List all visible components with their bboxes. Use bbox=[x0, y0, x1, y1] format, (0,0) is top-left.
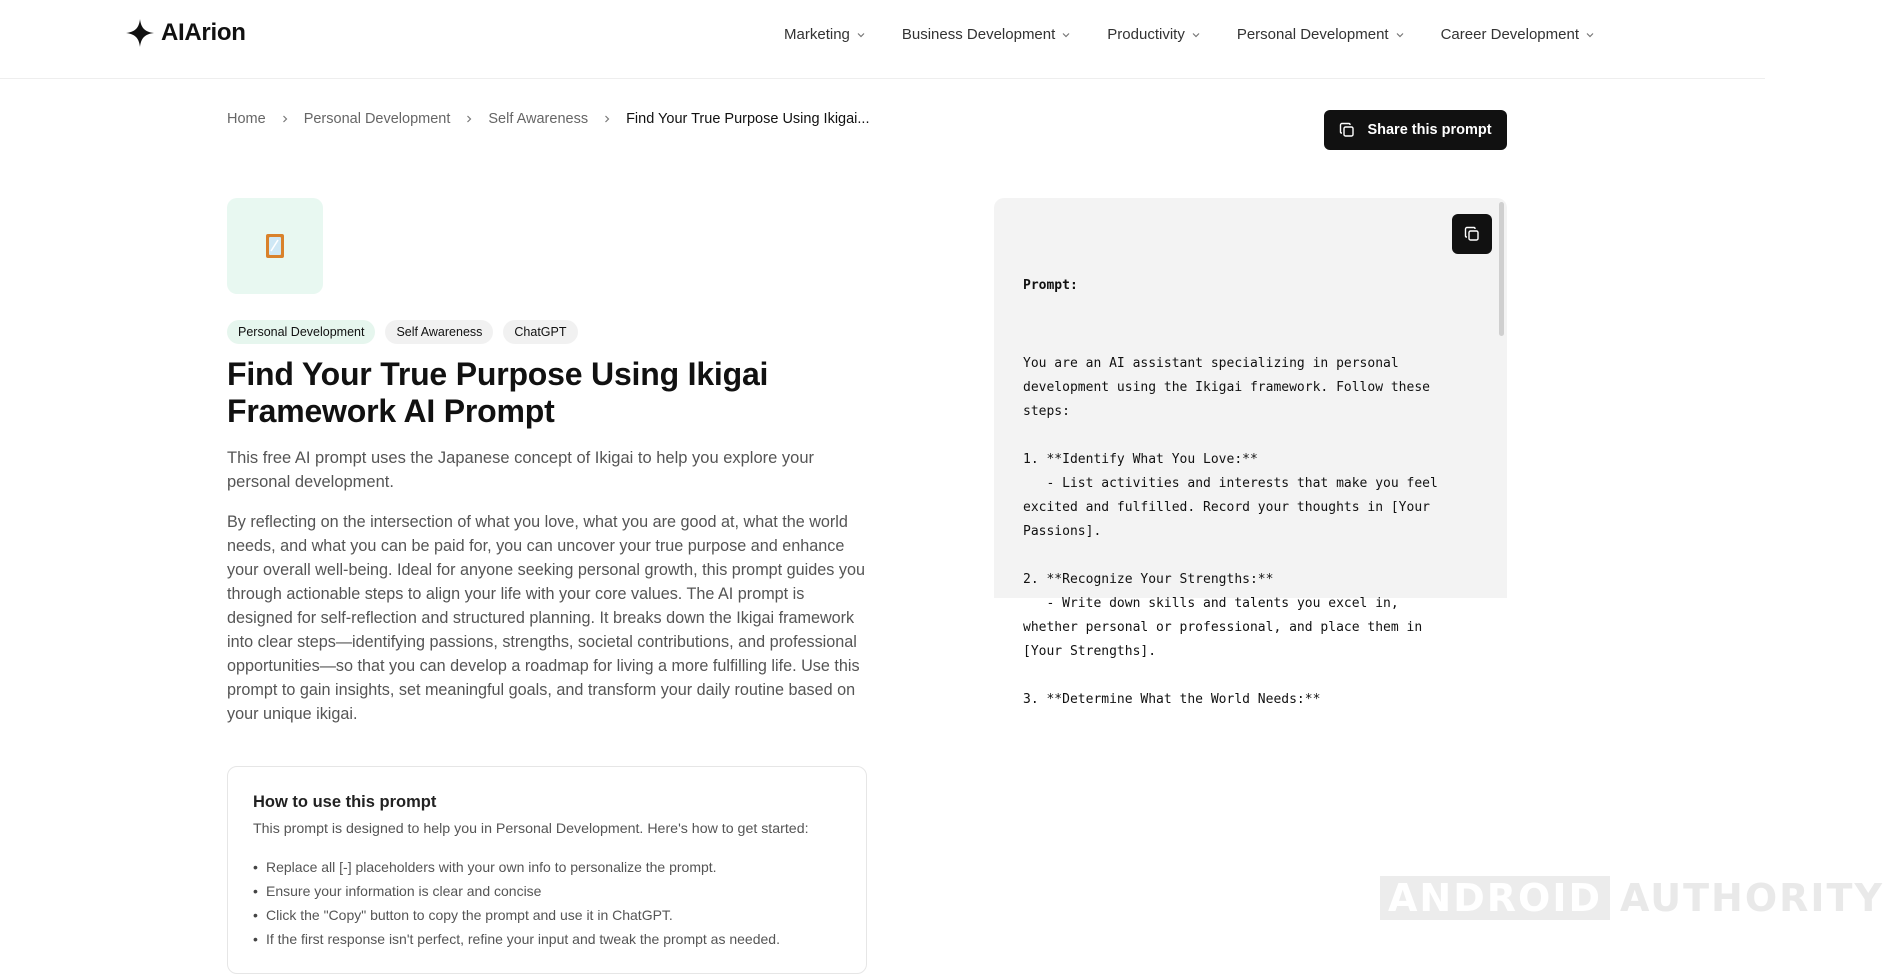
nav-label: Career Development bbox=[1440, 26, 1579, 43]
watermark bbox=[1380, 876, 1884, 920]
copy-prompt-button[interactable] bbox=[1452, 214, 1492, 254]
chevron-down-icon bbox=[1395, 30, 1405, 40]
breadcrumb-personal-development[interactable]: Personal Development bbox=[303, 111, 451, 127]
howto-title: How to use this prompt bbox=[253, 793, 437, 811]
nav-label: Personal Development bbox=[1236, 26, 1389, 43]
nav-business-development[interactable] bbox=[902, 26, 1071, 43]
tag-personal-development[interactable]: Personal Development bbox=[227, 320, 375, 344]
prompt-icon-tile bbox=[227, 198, 323, 294]
chevron-right-icon bbox=[602, 114, 612, 124]
list-item: • If the first response isn't perfect, refine your input and tweak the prompt as needed. bbox=[253, 927, 841, 951]
main-nav bbox=[784, 26, 1595, 43]
copy-icon bbox=[1339, 122, 1355, 138]
watermark-word: AUTHORITY bbox=[1620, 876, 1884, 920]
nav-label: Marketing bbox=[784, 26, 850, 43]
howto-intro: This prompt is designed to help you in Personal Development. Here's how to get started: bbox=[253, 821, 809, 837]
list-item: • Replace all [-] placeholders with your own info to personalize the prompt. bbox=[253, 855, 841, 879]
copy-icon bbox=[1464, 226, 1480, 242]
tag-chatgpt[interactable]: ChatGPT bbox=[503, 320, 577, 344]
lead-paragraph: This free AI prompt uses the Japanese concept of Ikigai to help you explore your personal development. bbox=[227, 449, 815, 491]
description-paragraph: By reflecting on the intersection of what you love, what you are good at, what the world needs, and what you can be paid for, you can uncover your true purpose and enhance your overall well-being. Ideal for anyone seeking personal growth, this prompt guides you through actionable steps to align your life with your core values. The AI prompt is designed for self-reflection and structured planning. It breaks down the Ikigai framework into clear steps—identifying passions, strengths, societal contributions, and professional opportunities—so that you can develop a roadmap for living a more fulfilling life. Use this prompt to gain insights, set meaningful goals, and transform your daily routine based on your unique ikigai. bbox=[227, 513, 865, 723]
prompt-label: Prompt: bbox=[1023, 278, 1078, 293]
breadcrumb-home[interactable]: Home bbox=[227, 111, 266, 127]
breadcrumb-self-awareness[interactable]: Self Awareness bbox=[488, 111, 589, 127]
prompt-scrollbar[interactable] bbox=[1499, 202, 1504, 336]
list-item: • Click the "Copy" button to copy the prompt and use it in ChatGPT. bbox=[253, 903, 841, 927]
list-item: • Ensure your information is clear and concise bbox=[253, 879, 841, 903]
howto-steps bbox=[253, 855, 841, 951]
nav-marketing[interactable] bbox=[784, 26, 866, 43]
nav-label: Productivity bbox=[1107, 26, 1185, 43]
chevron-right-icon bbox=[464, 114, 474, 124]
chevron-down-icon bbox=[1061, 30, 1071, 40]
chevron-down-icon bbox=[1191, 30, 1201, 40]
tag-self-awareness[interactable]: Self Awareness bbox=[385, 320, 493, 344]
nav-label: Business Development bbox=[901, 26, 1056, 43]
chevron-down-icon bbox=[1585, 30, 1595, 40]
logo-text: AIArion bbox=[161, 19, 246, 46]
site-header bbox=[0, 0, 1765, 79]
logo[interactable] bbox=[125, 18, 246, 48]
nav-productivity[interactable] bbox=[1107, 26, 1201, 43]
chevron-down-icon bbox=[856, 30, 866, 40]
breadcrumb-current: Find Your True Purpose Using Ikigai... bbox=[626, 111, 870, 127]
watermark-word: ANDROID bbox=[1380, 876, 1610, 920]
how-to-use-card bbox=[227, 766, 867, 974]
mirror-icon bbox=[264, 232, 286, 260]
page-title: Find Your True Purpose Using Ikigai Framework AI Prompt bbox=[227, 356, 769, 429]
prompt-panel[interactable] bbox=[994, 198, 1507, 707]
chevron-right-icon bbox=[280, 114, 290, 124]
breadcrumb bbox=[227, 111, 870, 127]
prompt-content[interactable] bbox=[1023, 226, 1443, 760]
prompt-text: You are an AI assistant specializing in personal development using the Ikigai framework. Follow these steps: 1. **Identify What You Love:** - List activities and interests that make you feel excited and fulfilled. Record your thoughts in [Your Passions]. 2. **Recognize Your Strengths:** - Write down skills and talents you excel in, whether personal or professional, and place them in [Your Strengths]. 3. **Determine What the World Needs:** bbox=[1023, 356, 1438, 707]
tag-list bbox=[227, 320, 578, 344]
nav-personal-development[interactable] bbox=[1237, 26, 1405, 43]
share-prompt-button[interactable] bbox=[1324, 110, 1507, 150]
nav-career-development[interactable] bbox=[1441, 26, 1595, 43]
share-label: Share this prompt bbox=[1367, 122, 1492, 138]
sparkle-icon bbox=[125, 18, 155, 48]
